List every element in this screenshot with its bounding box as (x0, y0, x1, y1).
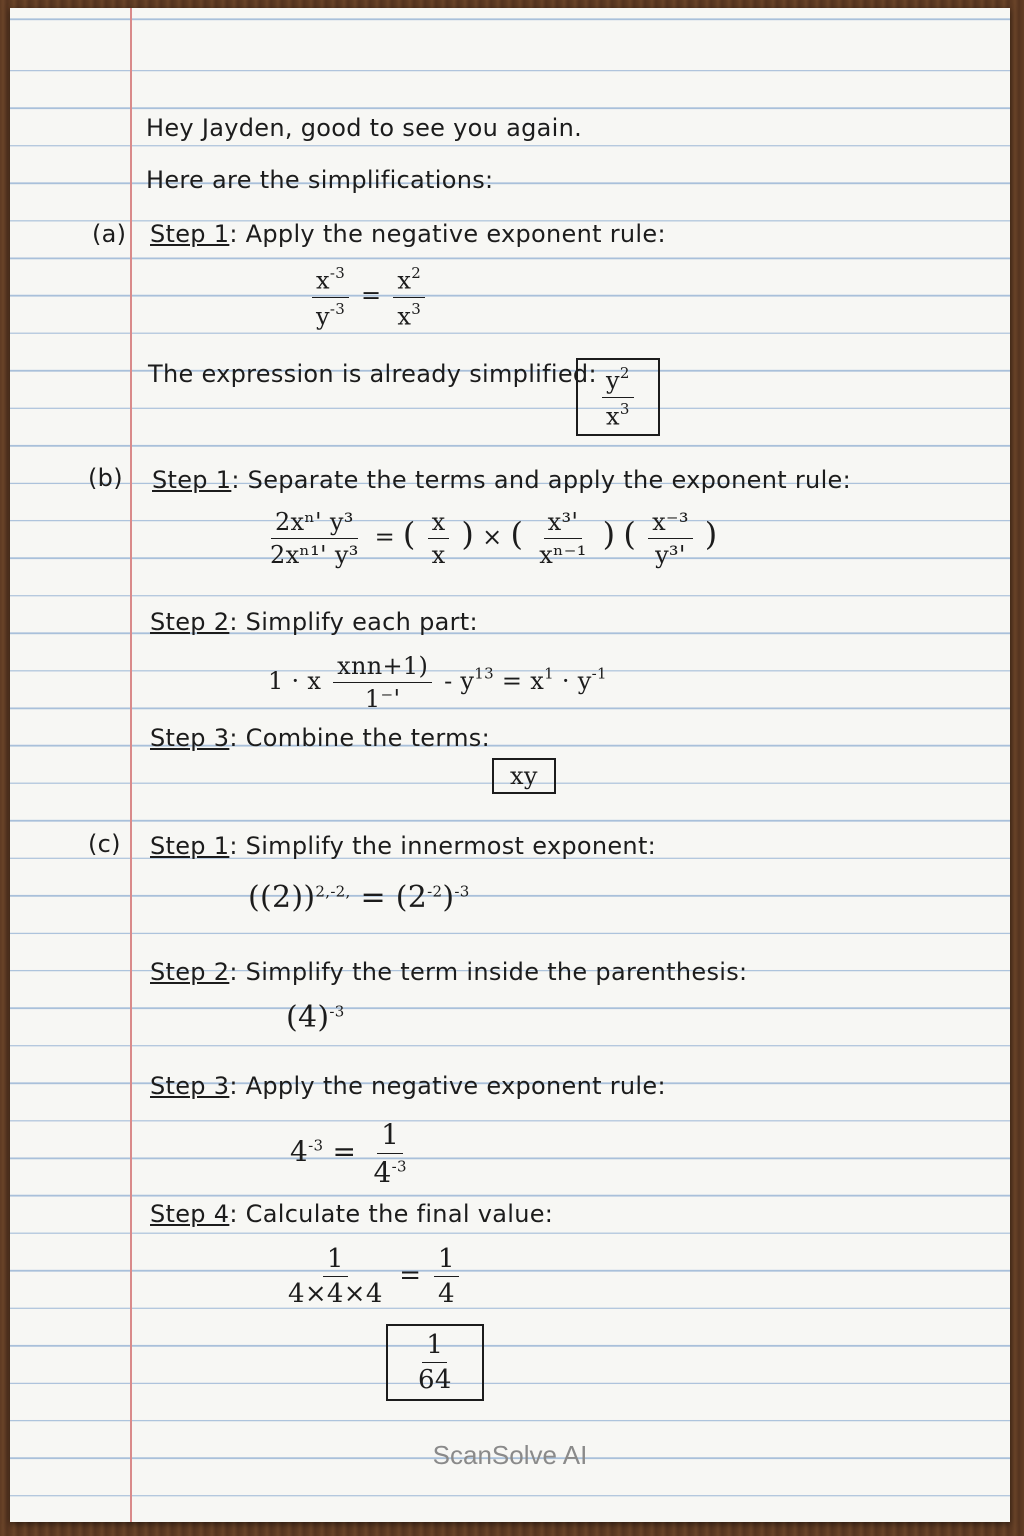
part-b-step3: Step 3: Combine the terms: (150, 724, 490, 752)
part-a-equation (308, 264, 429, 330)
part-c-step3: Step 3: Apply the negative exponent rule: (150, 1072, 666, 1100)
part-c-label: (c) (88, 830, 121, 858)
part-a-step1-prefix: Step 1 (150, 220, 230, 248)
margin-line (130, 8, 132, 1522)
brand-watermark: ScanSolve AI (432, 1440, 588, 1470)
part-a-label: (a) (92, 220, 127, 248)
part-b-answer-box: xy (492, 758, 556, 794)
part-c-answer-box: $\frac{1}{64}$ (386, 1324, 484, 1401)
part-b-label: (b) (88, 464, 123, 492)
part-c-equation-1: $((2))^{2,-2,} = (2^{-2})^{-3}$ (248, 880, 470, 915)
part-a-lhs-fraction: $\frac{x^{-3}}{y^{-3}}$ (312, 264, 349, 330)
part-b-equation-1: $\frac{\text{2xⁿ' y³}}{\text{2xⁿ¹' y³}}$ = ( $\frac{x}{x}$ ) × ( $\frac{\text{x³'}}{\text{xⁿ⁻¹}}$ ) ( $\frac{\text{x⁻³}}{\text{y³'}}$ ) (270, 508, 718, 569)
part-c-step1: Step 1: Simplify the innermost exponent: (150, 832, 657, 860)
part-a-step1-text: : Apply the negative exponent rule: (229, 220, 666, 248)
part-c-equation-3: $4^{-3}$ = $\frac{1}{4^{-3}}$ (290, 1118, 407, 1189)
part-c-equation-2: $(4)^{-3}$ (286, 1000, 345, 1035)
notebook-paper (10, 8, 1010, 1522)
part-b-equation-2: 1 · x $\frac{\text{xnn+1)}}{1^-'}$ - $y^{13} = x^1 \cdot y^{-1}$ (268, 652, 607, 713)
part-b-step2: Step 2: Simplify each part: (150, 608, 478, 636)
part-a-note: The expression is already simplified: (148, 360, 597, 388)
part-c-step4: Step 4: Calculate the final value: (150, 1200, 554, 1228)
part-c-step2: Step 2: Simplify the term inside the parenthesis: (150, 958, 748, 986)
part-c-equation-4: $\frac{1}{4\times 4\times 4}$ = $\frac{1}{4}$ (280, 1244, 463, 1309)
part-b-step1: Step 1: Separate the terms and apply the exponent rule: (152, 466, 851, 494)
part-a-equals: = (361, 281, 382, 310)
greeting-text: Hey Jayden, good to see you again. (146, 114, 583, 142)
part-a-answer-fraction: $\frac{y^2}{x^3}$ (602, 364, 634, 430)
part-a-step1 (150, 220, 666, 248)
part-a-rhs-fraction: $\frac{x^2}{x^3}$ (393, 264, 425, 330)
part-a-answer-box (576, 358, 660, 436)
intro-text: Here are the simplifications: (146, 166, 494, 194)
